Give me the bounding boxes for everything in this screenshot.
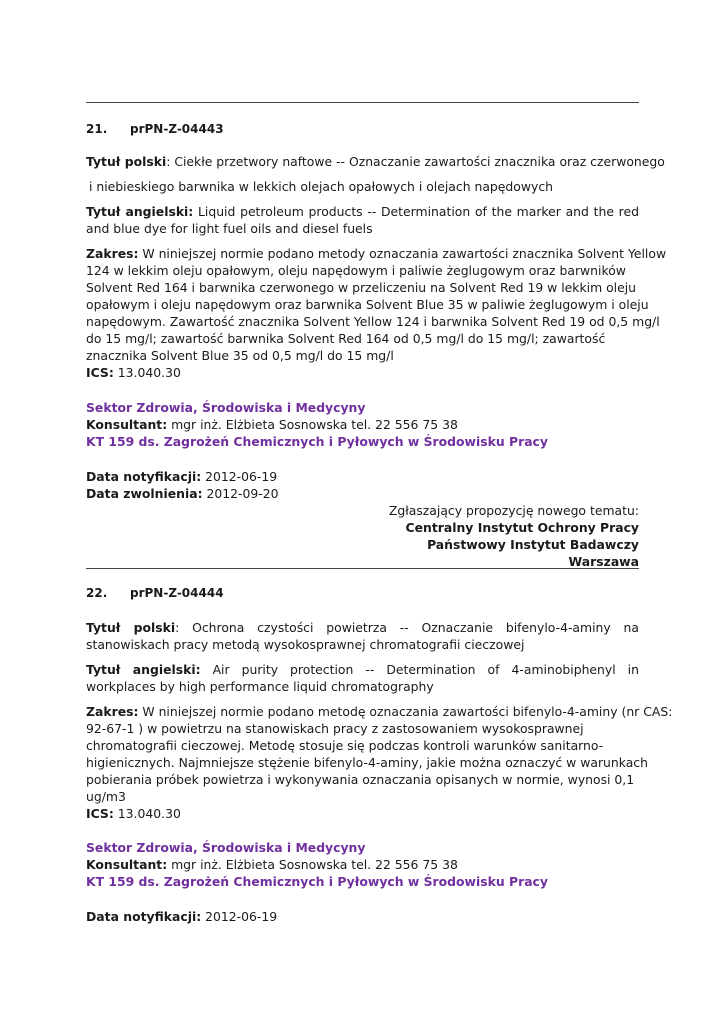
title-polish-label: Tytuł polski (86, 154, 167, 169)
proposer-line: Centralny Instytut Ochrony Pracy (405, 520, 639, 535)
proposer-intro: Zgłaszający propozycję nowego tematu: (388, 503, 639, 518)
proposer-line: Państwowy Instytut Badawczy (427, 537, 639, 552)
entry-number: 21. (86, 122, 108, 136)
scope-line: 92-67-1 ) w powietrzu na stanowiskach pracy z zastosowaniem wysokosprawnej (86, 721, 584, 736)
title-english (86, 661, 639, 695)
title-english (86, 203, 639, 237)
committee-name: KT 159 ds. Zagrożeń Chemicznych i Pyłowych w Środowisku Pracy (86, 434, 548, 449)
sector-name: Sektor Zdrowia, Środowiska i Medycyny (86, 840, 366, 855)
scope (86, 245, 667, 381)
scope-line: W niniejszej normie podano metodę oznaczania zawartości bifenylo-4-aminy (nr CAS: (142, 704, 673, 719)
entry-header (86, 122, 224, 136)
notification-date-label: Data notyfikacji: (86, 469, 202, 484)
consultant-label: Konsultant: (86, 857, 168, 872)
release-date-label: Data zwolnienia: (86, 486, 203, 501)
scope-line: do 15 mg/l; zawartość barwnika Solvent Red 164 od 0,5 mg/l do 15 mg/l; zawartość (86, 331, 606, 346)
scope-line: pobierania próbek powietrza i wykonywania oznaczania opisanych w normie, wynosi 0,1 (86, 772, 635, 787)
notification-date-label: Data notyfikacji: (86, 909, 202, 924)
scope-label: Zakres: (86, 704, 139, 719)
title-english-label: Tytuł angielski: (86, 662, 201, 677)
scope-line: chromatografii cieczowej. Metodę stosuje się podczas kontroli warunków sanitarno- (86, 738, 604, 753)
scope-line: higienicznych. Najmniejsze stężenie bifenylo-4-aminy, jakie można oznaczyć w warunkach (86, 755, 648, 770)
title-english-label: Tytuł angielski: (86, 204, 194, 219)
consultant-value: mgr inż. Elżbieta Sosnowska tel. 22 556 75 38 (171, 417, 458, 432)
entry-header (86, 586, 224, 600)
entry-code: prPN-Z-04444 (130, 586, 224, 600)
scope-line: znacznika Solvent Blue 35 od 0,5 mg/l do 15 mg/l (86, 348, 394, 363)
notification-date-value: 2012-06-19 (205, 909, 278, 924)
consultant-value: mgr inż. Elżbieta Sosnowska tel. 22 556 75 38 (171, 857, 458, 872)
title-polish-text-2: i niebieskiego barwnika w lekkich olejach opałowych i olejach napędowych (89, 179, 553, 194)
title-polish-text: : Ochrona czystości powietrza -- Oznaczanie bifenylo-4-aminy na stanowiskach pracy metodą wysokosprawnej chromatografii cieczowej (86, 620, 639, 652)
scope (86, 703, 673, 822)
consultant-label: Konsultant: (86, 417, 168, 432)
ics-label: ICS: (86, 365, 114, 380)
proposer-line: Warszawa (568, 554, 639, 569)
dates-block (86, 908, 639, 925)
title-english-text: Liquid petroleum products -- Determination of the marker and the red and blue dye for light fuel oils and diesel fuels (86, 204, 639, 236)
contact-block (86, 399, 639, 450)
release-date-value: 2012-09-20 (206, 486, 279, 501)
contact-block (86, 839, 639, 890)
scope-line: ug/m3 (86, 789, 126, 804)
title-polish-text: : Ciekłe przetwory naftowe -- Oznaczanie zawartości znacznika oraz czerwonego (166, 154, 665, 169)
title-polish-continued (86, 178, 639, 195)
scope-line: 124 w lekkim oleju opałowym, oleju napędowym i paliwie żeglugowym oraz barwników (86, 263, 626, 278)
scope-line: napędowym. Zawartość znacznika Solvent Yellow 124 i barwnika Solvent Red 19 od 0,5 mg/l (86, 314, 660, 329)
dates-block (86, 468, 639, 502)
sector-name: Sektor Zdrowia, Środowiska i Medycyny (86, 400, 366, 415)
ics-label: ICS: (86, 806, 114, 821)
title-english-text: Air purity protection -- Determination of 4-aminobiphenyl in workplaces by high performance liquid chromatography (86, 662, 639, 694)
entry-number: 22. (86, 586, 108, 600)
notification-date-value: 2012-06-19 (205, 469, 278, 484)
title-polish-label: Tytuł polski (86, 620, 176, 635)
scope-line: opałowym i oleju napędowym oraz barwnika Solvent Blue 35 w paliwie żeglugowym i oleju (86, 297, 649, 312)
entry-divider (86, 568, 639, 569)
committee-name: KT 159 ds. Zagrożeń Chemicznych i Pyłowych w Środowisku Pracy (86, 874, 548, 889)
title-polish (86, 619, 639, 653)
title-polish (86, 153, 665, 170)
ics-value: 13.040.30 (117, 365, 181, 380)
entry-code: prPN-Z-04443 (130, 122, 224, 136)
proposer-block (86, 502, 639, 570)
scope-line: W niniejszej normie podano metody oznaczania zawartości znacznika Solvent Yellow (142, 246, 667, 261)
scope-label: Zakres: (86, 246, 139, 261)
top-divider (86, 102, 639, 103)
ics-value: 13.040.30 (117, 806, 181, 821)
scope-line: Solvent Red 164 i barwnika czerwonego w przeliczeniu na Solvent Red 19 w lekkim oleju (86, 280, 637, 295)
